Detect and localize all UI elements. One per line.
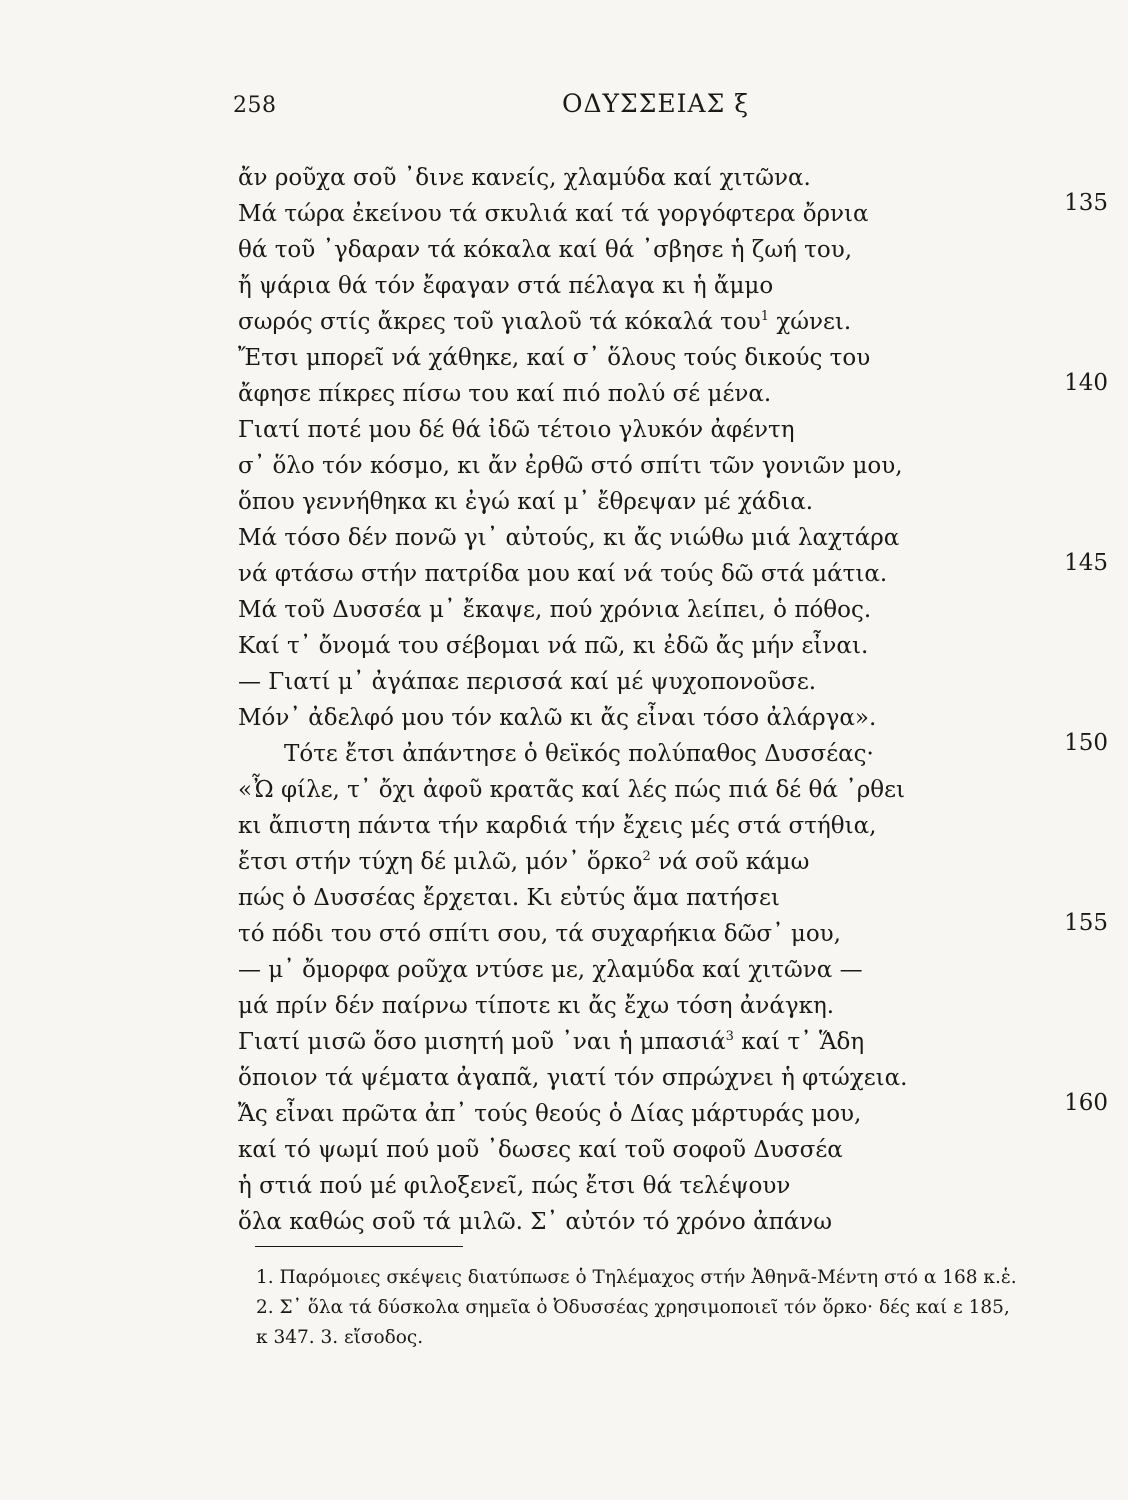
verse-text-main: τό πόδι του στό σπίτι σου, τά συχαρήκια δῶσ᾽ μου, — [238, 921, 841, 947]
verse-line — [238, 232, 1108, 268]
verse-line — [238, 880, 1108, 916]
verse-text — [238, 309, 851, 335]
verse-text — [238, 165, 811, 191]
verse-text — [238, 813, 876, 839]
running-head: ΟΔΥΣΣΕΙΑΣ ξ — [562, 89, 749, 118]
line-number: 135 — [1064, 190, 1108, 216]
line-number: 140 — [1064, 370, 1108, 396]
verse-text-main: νά φτάσω στήν πατρίδα μου καί νά τούς δῶ στά μάτια. — [238, 561, 888, 587]
verse-line — [238, 1132, 1108, 1168]
verse-text-main: πώς ὁ Δυσσέας ἔρχεται. Κι εὐτύς ἅμα πατήσει — [238, 885, 780, 911]
verse-text — [238, 1029, 864, 1055]
verse-text-main: κι ἄπιστη πάντα τήν καρδιά τήν ἔχεις μές στά στήθια, — [238, 813, 877, 839]
line-number: 150 — [1064, 730, 1108, 756]
verse-text — [238, 1173, 790, 1199]
verse-text-main: Τότε ἔτσι ἀπάντησε ὁ θεϊκός πολύπαθος Δυσσέας· — [284, 741, 874, 767]
verse-text-continuation: νά σοῦ κάμω — [650, 849, 810, 875]
verse-text — [238, 345, 870, 371]
verse-text-main: Μά τώρα ἐκείνου τά σκυλιά καί τά γοργόφτερα ὄρνια — [238, 201, 869, 227]
verse-line — [238, 484, 1108, 520]
footnotes — [256, 1263, 1118, 1353]
verse-text — [238, 597, 871, 623]
verse-text-main: ἄν ροῦχα σοῦ ᾽δινε κανείς, χλαμύδα καί χιτῶνα. — [238, 165, 811, 191]
verse-text — [238, 381, 771, 407]
verse-line — [238, 844, 1108, 880]
verse-text — [238, 273, 773, 299]
verse-line — [238, 304, 1108, 340]
footnote-marker: 2 — [642, 849, 651, 864]
line-number: 145 — [1064, 550, 1108, 576]
verse-text — [238, 453, 903, 479]
verse-line — [238, 370, 1108, 412]
verse-text — [238, 993, 834, 1019]
verse-text-main: Γιατί μισῶ ὅσο μισητή μοῦ ᾽ναι ἡ μπασιά — [238, 1029, 726, 1055]
verse-line — [238, 520, 1108, 556]
verse-line — [238, 550, 1108, 592]
verse-text-main: Καί τ᾽ ὄνομά του σέβομαι νά πῶ, κι ἐδῶ ἄς μήν εἶναι. — [238, 633, 869, 659]
verse-text — [238, 489, 813, 515]
footnote-line: 1. Παρόμοιες σκέψεις διατύπωσε ὁ Τηλέμαχος στήν Ἀθηνᾶ-Μέντη στό α 168 κ.ἑ. — [256, 1267, 1017, 1288]
verse-line — [238, 190, 1108, 232]
verse-text-main: Μά τοῦ Δυσσέα μ᾽ ἔκαψε, πού χρόνια λείπει, ὁ πόθος. — [238, 597, 872, 623]
page-number: 258 — [233, 93, 277, 118]
verse-text — [238, 849, 809, 875]
verse-line — [238, 952, 1108, 988]
verse-text-main: Γιατί ποτέ μου δέ θά ἰδῶ τέτοιο γλυκόν ἀφέντη — [238, 417, 795, 443]
verse-text-main: σωρός στίς ἄκρες τοῦ γιαλοῦ τά κόκαλά του — [238, 309, 761, 335]
verse-text-main: ἔτσι στήν τύχη δέ μιλῶ, μόν᾽ ὅρκο — [238, 849, 643, 875]
verse-text — [238, 957, 863, 983]
verse-text — [238, 561, 887, 587]
verse-text-main: θά τοῦ ᾽γδαραν τά κόκαλα καί θά ᾽σβησε ἡ ζωή του, — [238, 237, 853, 263]
verse-line — [238, 1204, 1108, 1240]
verse-text — [238, 237, 852, 263]
verse-text-main: Μόν᾽ ἀδελφό μου τόν καλῶ κι ἄς εἶναι τόσο ἀλάργα». — [238, 705, 877, 731]
verse-text-main: ὅποιον τά ψέματα ἀγαπᾶ, γιατί τόν σπρώχνει ἡ φτώχεια. — [238, 1065, 908, 1091]
verse-line — [238, 700, 1108, 736]
verse-line — [238, 340, 1108, 376]
verse-text-main: Ἄς εἶναι πρῶτα ἀπ᾽ τούς θεούς ὁ Δίας μάρτυράς μου, — [238, 1101, 862, 1127]
verse-text — [238, 201, 869, 227]
verse-text-main: «Ὦ φίλε, τ᾽ ὄχι ἀφοῦ κρατᾶς καί λές πώς πιά δέ θά ᾽ρθει — [238, 777, 906, 803]
footnote-divider — [255, 1246, 463, 1247]
verse-line — [238, 1024, 1108, 1060]
verse-line — [238, 910, 1108, 952]
verse-line — [238, 448, 1108, 484]
verse-text-main: ὅλα καθώς σοῦ τά μιλῶ. Σ᾽ αὐτόν τό χρόνο ἀπάνω — [238, 1209, 832, 1235]
verse-text-main: ἄφησε πίκρες πίσω του καί πιό πολύ σέ μένα. — [238, 381, 772, 407]
verse-text-main: Ἔτσι μπορεῖ νά χάθηκε, καί σ᾽ ὅλους τούς δικούς του — [238, 345, 871, 371]
verse-text — [238, 777, 905, 803]
verse-text-main: Μά τόσο δέν πονῶ γι᾽ αὐτούς, κι ἄς νιώθω μιά λαχτάρα — [238, 525, 900, 551]
verse-line — [238, 628, 1108, 664]
verse-line — [238, 592, 1108, 628]
verse-line — [238, 988, 1108, 1024]
verse-line — [238, 772, 1108, 808]
verse-text — [238, 1065, 907, 1091]
verse-line — [238, 412, 1108, 448]
verse-text-main: ἤ ψάρια θά τόν ἔφαγαν στά πέλαγα κι ἡ ἄμμο — [238, 273, 774, 299]
verse-line — [238, 160, 1108, 196]
verse-text-main: — μ᾽ ὄμορφα ροῦχα ντύσε με, χλαμύδα καί χιτῶνα — — [238, 957, 863, 983]
verse-text — [238, 417, 795, 443]
verse-text — [238, 525, 899, 551]
footnote-line: 2. Σ᾽ ὅλα τά δύσκολα σημεῖα ὁ Ὀδυσσέας χρησιμοποιεῖ τόν ὅρκο· δές καί ε 185, — [256, 1297, 1010, 1318]
footnote-line: κ 347. 3. εἴσοδος. — [256, 1327, 424, 1348]
footnote-marker: 3 — [725, 1029, 734, 1044]
verse-text — [238, 921, 841, 947]
verse-text — [238, 1137, 843, 1163]
line-number: 155 — [1064, 910, 1108, 936]
verse-text-main: — Γιατί μ᾽ ἀγάπαε περισσά καί μέ ψυχοπονοῦσε. — [238, 669, 817, 695]
verse-text — [238, 1101, 861, 1127]
verse-text-main: μά πρίν δέν παίρνω τίποτε κι ἄς ἔχω τόση ἀνάγκη. — [238, 993, 835, 1019]
verse-text-main: καί τό ψωμί πού μοῦ ᾽δωσες καί τοῦ σοφοῦ Δυσσέα — [238, 1137, 843, 1163]
verse-text — [238, 705, 876, 731]
line-number: 160 — [1064, 1090, 1108, 1116]
verse-block — [238, 160, 1108, 1240]
verse-text — [238, 669, 816, 695]
verse-text-main: σ᾽ ὅλο τόν κόσμο, κι ἄν ἐρθῶ στό σπίτι τῶν γονιῶν μου, — [238, 453, 903, 479]
verse-text — [238, 741, 874, 767]
verse-line — [238, 268, 1108, 304]
verse-text — [238, 885, 780, 911]
verse-line — [238, 664, 1108, 700]
verse-text-main: ἡ στιά πού μέ φιλοξενεῖ, πώς ἔτσι θά τελέψουν — [238, 1173, 791, 1199]
verse-text-continuation: καί τ᾽ Ἅδη — [733, 1029, 865, 1055]
footnote-marker: 1 — [760, 309, 770, 324]
verse-line — [238, 1090, 1108, 1132]
verse-line — [238, 1060, 1108, 1096]
verse-text — [238, 1209, 832, 1235]
verse-line — [238, 808, 1108, 844]
verse-text-continuation: χώνει. — [769, 309, 852, 335]
verse-line — [238, 1168, 1108, 1204]
verse-text — [238, 633, 868, 659]
verse-text-main: ὅπου γεννήθηκα κι ἐγώ καί μ᾽ ἔθρεψαν μέ χάδια. — [238, 489, 814, 515]
verse-line — [238, 730, 1108, 772]
